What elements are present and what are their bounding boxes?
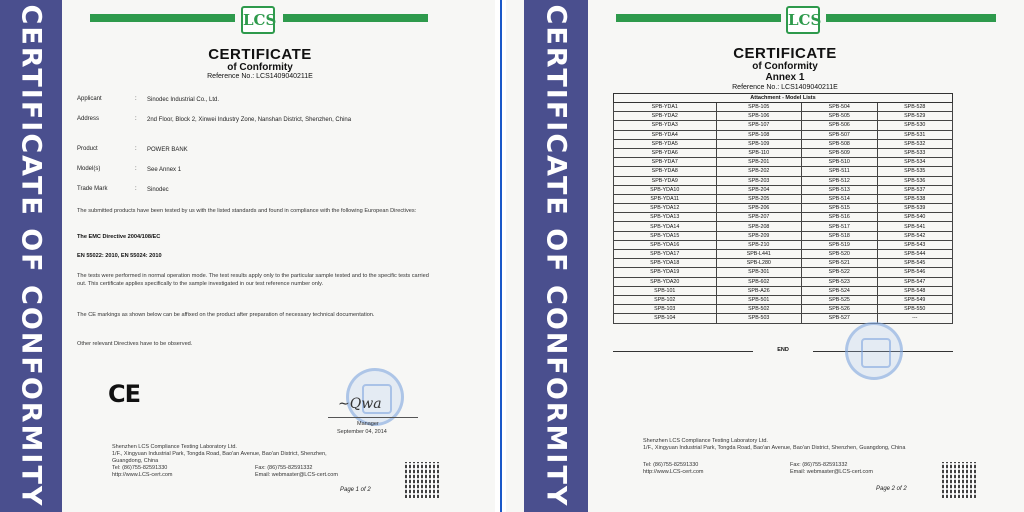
lab-website: http://www.LCS-cert.com	[112, 472, 173, 478]
table-cell: SPB-514	[802, 194, 877, 203]
table-cell: SPB-207	[716, 213, 802, 222]
table-cell: SPB-209	[716, 231, 802, 240]
table-cell: SPB-511	[802, 167, 877, 176]
table-row	[614, 295, 953, 304]
page-title: CERTIFICATE	[208, 46, 312, 63]
table-cell: SPB-501	[716, 295, 802, 304]
table-cell: SPB-YDA11	[614, 194, 717, 203]
table-row	[614, 176, 953, 185]
table-cell: SPB-108	[716, 130, 802, 139]
table-cell: SPB-531	[877, 130, 953, 139]
table-cell: SPB-513	[802, 185, 877, 194]
table-cell: SPB-532	[877, 139, 953, 148]
table-cell: SPB-545	[877, 259, 953, 268]
table-row	[614, 314, 953, 323]
other-directives-note: Other relevant Directives have to be observed.	[77, 341, 193, 347]
table-cell: SPB-537	[877, 185, 953, 194]
table-cell: SPB-525	[802, 295, 877, 304]
page-title-2: CERTIFICATE	[733, 45, 837, 62]
table-row	[614, 222, 953, 231]
table-row	[614, 305, 953, 314]
green-strip-left	[616, 14, 781, 22]
table-row	[614, 121, 953, 130]
reference-number: Reference No.: LCS1409040211E	[207, 73, 313, 80]
table-row	[614, 204, 953, 213]
table-cell: SPB-204	[716, 185, 802, 194]
lab-email: Email: webmaster@LCS-cert.com	[255, 472, 338, 478]
table-cell: SPB-210	[716, 240, 802, 249]
table-cell: SPB-104	[614, 314, 717, 323]
certificate-page-1: CERTIFICATE OF CONFORMITY LCS CERTIFICATE of Conformity Reference No.: LCS1409040211E Applicant : Sinodec Industrial Co., Ltd. Address : 2nd Floor, Block 2, Xinwei Industry Zone, Nanshan District, Shenzhen, China Product : POWER BANK Model(s) : See Annex 1 Trade Mark : Sinodec The submitted products have been tested by us with the listed standards and found in compliance with the following European Directives: The EMC Directive 2004/108/EC EN 55022: 2010, EN 55024: 2010 The tests were performed in normal operation mode. The test results apply only to the particular sample tested and to the specific tests carried out. This certificate applies specifically to the sample investigated in our test reference number only. The CE markings as shown below can be affixed on the product after preparation of necessary technical documentation. Other relevant Directives have to be observed. CE ∼Qwa Manager September 04, 2014 Shenzhen LCS Compliance Testing Laboratory Ltd. 1/F., Xingyuan Industrial Park, Tongda Road, Bao'an Avenue, Bao'an District, Shenzhen, Guangdong, China Tel: (86)755-82591330 Fax: (86)755-82591332 http://www.LCS-cert.com Email: webmaster@LCS-cert.com Page 1 of 2	[0, 0, 495, 512]
test-note: The tests were performed in normal operation mode. The test results apply only to the particular sample tested and to the specific tests carried out. This certificate applies specifically to the sample investigated in our test reference number only.	[77, 273, 429, 287]
page-number-2: Page 2 of 2	[876, 486, 907, 492]
side-band	[524, 0, 588, 512]
table-cell: SPB-L280	[716, 259, 802, 268]
table-row	[614, 139, 953, 148]
table-cell: SPB-520	[802, 250, 877, 259]
table-row	[614, 158, 953, 167]
lab-name-2: Shenzhen LCS Compliance Testing Laboratory Ltd.	[643, 438, 768, 444]
band-text: CERTIFICATE OF CONFORMITY	[540, 4, 572, 508]
side-band	[0, 0, 62, 512]
table-cell: SPB-103	[614, 305, 717, 314]
lab-tel-2: Tel: (86)755-82591330	[643, 462, 699, 468]
table-cell: SPB-548	[877, 286, 953, 295]
table-cell: SPB-110	[716, 148, 802, 157]
table-cell: ---	[877, 314, 953, 323]
end-marker: END	[613, 347, 953, 353]
table-cell: SPB-YDA20	[614, 277, 717, 286]
table-cell: SPB-YDA18	[614, 259, 717, 268]
table-cell: SPB-542	[877, 231, 953, 240]
lab-email-2: Email: webmaster@LCS-cert.com	[790, 469, 873, 475]
table-row	[614, 268, 953, 277]
table-cell: SPB-105	[716, 103, 802, 112]
table-cell: SPB-YDA19	[614, 268, 717, 277]
lab-tel: Tel: (86)755-82591330	[112, 465, 168, 471]
table-cell: SPB-203	[716, 176, 802, 185]
lab-fax: Fax: (86)755-82591332	[255, 465, 313, 471]
table-cell: SPB-540	[877, 213, 953, 222]
table-cell: SPB-549	[877, 295, 953, 304]
table-row	[614, 130, 953, 139]
table-cell: SPB-206	[716, 204, 802, 213]
table-cell: SPB-512	[802, 176, 877, 185]
page-subtitle-2: of Conformity	[752, 61, 818, 72]
table-cell: SPB-505	[802, 112, 877, 121]
table-cell: SPB-529	[877, 112, 953, 121]
table-cell: SPB-A26	[716, 286, 802, 295]
stamp-seal-icon	[845, 322, 903, 380]
signature-icon: ∼Qwa	[338, 396, 382, 412]
table-cell: SPB-205	[716, 194, 802, 203]
table-cell: SPB-YDA6	[614, 148, 717, 157]
directive-text: The EMC Directive 2004/108/EC	[77, 234, 161, 240]
table-cell: SPB-YDA9	[614, 176, 717, 185]
table-cell: SPB-524	[802, 286, 877, 295]
table-cell: SPB-202	[716, 167, 802, 176]
table-cell: SPB-101	[614, 286, 717, 295]
band-text: CERTIFICATE OF CONFORMITY	[15, 4, 47, 508]
table-cell: SPB-522	[802, 268, 877, 277]
table-cell: SPB-523	[802, 277, 877, 286]
table-cell: SPB-YDA2	[614, 112, 717, 121]
table-cell: SPB-547	[877, 277, 953, 286]
lab-website-2: http://www.LCS-cert.com	[643, 469, 704, 475]
table-row	[614, 231, 953, 240]
table-cell: SPB-503	[716, 314, 802, 323]
table-row	[614, 185, 953, 194]
table-cell: SPB-509	[802, 148, 877, 157]
table-cell: SPB-518	[802, 231, 877, 240]
table-cell: SPB-YDA4	[614, 130, 717, 139]
model-list-table	[613, 93, 953, 324]
table-cell: SPB-544	[877, 250, 953, 259]
lab-address-2: 1/F., Xingyuan Industrial Park, Tongda Road, Bao'an Avenue, Bao'an District, Shenzhen, Guangdong, China	[643, 445, 906, 451]
table-cell: SPB-528	[877, 103, 953, 112]
table-cell: SPB-301	[716, 268, 802, 277]
lcs-logo-icon: LCS	[241, 6, 275, 34]
lab-name: Shenzhen LCS Compliance Testing Laboratory Ltd.	[112, 444, 237, 450]
table-cell: SPB-508	[802, 139, 877, 148]
table-cell: SPB-602	[716, 277, 802, 286]
lab-address: 1/F., Xingyuan Industrial Park, Tongda Road, Bao'an Avenue, Bao'an District, Shenzhen, Guangdong, China	[112, 451, 327, 464]
table-cell: SPB-L441	[716, 250, 802, 259]
qr-code-icon	[405, 462, 439, 498]
table-row	[614, 148, 953, 157]
table-cell: SPB-106	[716, 112, 802, 121]
table-cell: SPB-102	[614, 295, 717, 304]
table-row	[614, 194, 953, 203]
table-cell: SPB-507	[802, 130, 877, 139]
table-cell: SPB-546	[877, 268, 953, 277]
table-cell: SPB-515	[802, 204, 877, 213]
table-row	[614, 167, 953, 176]
table-cell: SPB-527	[802, 314, 877, 323]
table-cell: SPB-YDA17	[614, 250, 717, 259]
table-header: Attachment - Model Lists	[614, 94, 953, 103]
table-row	[614, 112, 953, 121]
table-cell: SPB-YDA14	[614, 222, 717, 231]
table-cell: SPB-536	[877, 176, 953, 185]
table-cell: SPB-534	[877, 158, 953, 167]
table-cell: SPB-YDA10	[614, 185, 717, 194]
table-cell: SPB-YDA16	[614, 240, 717, 249]
table-cell: SPB-YDA5	[614, 139, 717, 148]
table-cell: SPB-535	[877, 167, 953, 176]
table-cell: SPB-YDA8	[614, 167, 717, 176]
ce-mark: CE	[108, 380, 141, 408]
qr-code-icon	[942, 462, 976, 498]
table-cell: SPB-504	[802, 103, 877, 112]
table-row	[614, 286, 953, 295]
green-strip-right	[826, 14, 996, 22]
green-strip-left	[90, 14, 235, 22]
table-cell: SPB-541	[877, 222, 953, 231]
table-cell: SPB-530	[877, 121, 953, 130]
table-cell: SPB-539	[877, 204, 953, 213]
intro-text: The submitted products have been tested by us with the listed standards and found in compliance with the following European Directives:	[77, 208, 417, 214]
signing-date: September 04, 2014	[337, 429, 387, 435]
table-cell: SPB-109	[716, 139, 802, 148]
table-cell: SPB-538	[877, 194, 953, 203]
table-row	[614, 250, 953, 259]
page-number: Page 1 of 2	[340, 487, 371, 493]
table-cell: SPB-533	[877, 148, 953, 157]
table-row	[614, 103, 953, 112]
table-cell: SPB-YDA13	[614, 213, 717, 222]
table-cell: SPB-550	[877, 305, 953, 314]
table-cell: SPB-519	[802, 240, 877, 249]
lab-fax-2: Fax: (86)755-82591332	[790, 462, 848, 468]
table-cell: SPB-YDA1	[614, 103, 717, 112]
table-cell: SPB-516	[802, 213, 877, 222]
table-cell: SPB-502	[716, 305, 802, 314]
page-divider	[500, 0, 502, 512]
table-cell: SPB-526	[802, 305, 877, 314]
standards-text: EN 55022: 2010, EN 55024: 2010	[77, 253, 162, 259]
table-cell: SPB-510	[802, 158, 877, 167]
table-row	[614, 277, 953, 286]
table-cell: SPB-YDA15	[614, 231, 717, 240]
table-cell: SPB-107	[716, 121, 802, 130]
manager-label: Manager	[357, 421, 379, 427]
table-cell: SPB-208	[716, 222, 802, 231]
ce-note: The CE markings as shown below can be affixed on the product after preparation of necessary technical documentation.	[77, 312, 375, 318]
table-cell: SPB-201	[716, 158, 802, 167]
table-row	[614, 259, 953, 268]
green-strip-right	[283, 14, 428, 22]
table-cell: SPB-YDA3	[614, 121, 717, 130]
lcs-logo-icon: LCS	[786, 6, 820, 34]
table-cell: SPB-517	[802, 222, 877, 231]
table-cell: SPB-506	[802, 121, 877, 130]
page-subtitle: of Conformity	[227, 62, 293, 73]
reference-number-2: Reference No.: LCS1409040211E	[732, 84, 838, 91]
table-cell: SPB-YDA7	[614, 158, 717, 167]
table-cell: SPB-521	[802, 259, 877, 268]
annex-label: Annex 1	[765, 72, 805, 83]
table-cell: SPB-543	[877, 240, 953, 249]
table-row	[614, 213, 953, 222]
table-cell: SPB-YDA12	[614, 204, 717, 213]
table-row	[614, 240, 953, 249]
signature-line	[328, 417, 418, 418]
